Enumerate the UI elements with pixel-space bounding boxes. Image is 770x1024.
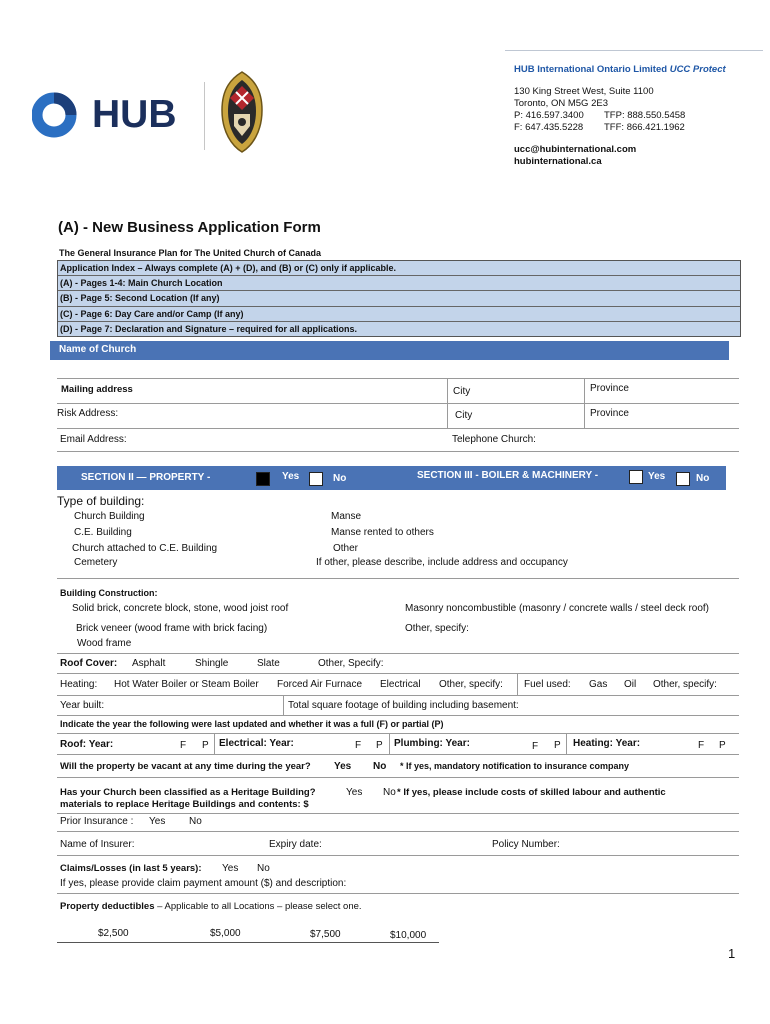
vacancy-yes[interactable]: Yes (334, 761, 352, 772)
vacancy-question: Will the property be vacant at any time during the year? (60, 761, 311, 772)
prior-insurance-label: Prior Insurance : (60, 816, 134, 827)
divider (283, 695, 284, 715)
roof-full[interactable]: F (180, 740, 187, 751)
roof-year-label: Roof: Year: (60, 739, 114, 750)
roof-asphalt[interactable]: Asphalt (132, 658, 166, 669)
index-row: (B) - Page 5: Second Location (If any) (58, 291, 740, 306)
option-solid-brick[interactable]: Solid brick, concrete block, stone, wood joist roof (72, 603, 289, 614)
option-church-building[interactable]: Church Building (74, 511, 145, 522)
mailing-address-label: Mailing address (61, 384, 133, 395)
address-line-1: 130 King Street West, Suite 1100 (514, 86, 654, 97)
company-name: HUB International Ontario Limited UCC Protect (514, 64, 726, 75)
divider (57, 813, 739, 814)
property-no-label: No (333, 473, 347, 484)
updates-heading: Indicate the year the following were last updated and whether it was a full (F) or partial (P) (60, 719, 444, 729)
heritage-question: Has your Church been classified as a Heritage Building? (60, 787, 316, 798)
email-link[interactable]: ucc@hubinternational.com (514, 144, 637, 155)
prior-insurance-yes[interactable]: Yes (149, 816, 166, 827)
expiry-date-label: Expiry date: (269, 839, 322, 850)
divider (57, 428, 739, 429)
heating-year-label: Heating: Year: (573, 738, 641, 749)
divider (57, 378, 739, 379)
heating-electrical[interactable]: Electrical (380, 679, 421, 690)
index-row: (D) - Page 7: Declaration and Signature – required for all applications. (58, 322, 740, 336)
roof-cover-label: Roof Cover: (60, 658, 118, 669)
option-construction-other[interactable]: Other, specify: (405, 623, 469, 634)
application-index (57, 260, 741, 337)
name-of-church-bar[interactable] (50, 341, 729, 360)
sections-bar (57, 466, 726, 490)
divider (566, 733, 567, 754)
logo-divider (204, 82, 205, 150)
heating-forced-air[interactable]: Forced Air Furnace (277, 679, 363, 690)
hub-logo-text: HUB (92, 93, 177, 136)
electrical-partial[interactable]: P (376, 740, 383, 751)
divider (57, 578, 739, 579)
plumbing-partial[interactable]: P (554, 740, 561, 751)
divider (57, 855, 739, 856)
divider (57, 893, 739, 894)
heating-other[interactable]: Other, specify: (439, 679, 503, 690)
divider (57, 695, 739, 696)
option-masonry[interactable]: Masonry noncombustible (masonry / concrete walls / steel deck roof) (405, 603, 710, 614)
electrical-year-label: Electrical: Year: (219, 738, 294, 749)
roof-slate[interactable]: Slate (257, 658, 280, 669)
plan-name: The General Insurance Plan for The United Church of Canada (59, 248, 322, 258)
plumbing-full[interactable]: F (532, 741, 539, 752)
property-yes-label: Yes (282, 471, 300, 482)
city-label: City (455, 410, 473, 421)
index-row: Application Index – Always complete (A) + (D), and (B) or (C) only if applicable. (58, 261, 740, 276)
boiler-yes-label: Yes (648, 471, 666, 482)
claims-no[interactable]: No (257, 863, 270, 874)
deductibles-line (60, 901, 362, 912)
website-link[interactable]: hubinternational.ca (514, 156, 602, 167)
divider (57, 831, 739, 832)
fuel-gas[interactable]: Gas (589, 679, 608, 690)
divider (57, 715, 739, 716)
square-footage-label: Total square footage of building including basement: (288, 700, 519, 711)
fuel-oil[interactable]: Oil (624, 679, 637, 690)
deductible-option-5000[interactable]: $5,000 (210, 928, 241, 939)
form-title: (A) - New Business Application Form (58, 219, 321, 236)
claims-note: If yes, please provide claim payment amount ($) and description: (60, 878, 347, 889)
page-number: 1 (728, 946, 736, 961)
policy-number-label: Policy Number: (492, 839, 560, 850)
phone-line: P: 416.597.3400 TFP: 888.550.5458 (514, 110, 686, 121)
deductibles-note: – Applicable to all Locations – please select one. (154, 901, 362, 912)
city-label: City (453, 386, 471, 397)
divider (57, 942, 439, 943)
boiler-yes-checkbox[interactable] (629, 470, 643, 484)
province-label: Province (590, 383, 629, 394)
heritage-yes[interactable]: Yes (346, 787, 363, 798)
construction-heading: Building Construction: (60, 588, 158, 598)
property-yes-checkbox[interactable] (256, 472, 270, 486)
deductible-option-10000[interactable]: $10,000 (390, 930, 427, 941)
email-address-label: Email Address: (60, 434, 127, 445)
year-built-label: Year built: (60, 700, 105, 711)
divider (57, 673, 739, 674)
deductible-option-2500[interactable]: $2,500 (98, 928, 129, 939)
property-section-label: SECTION II — PROPERTY - (81, 472, 211, 483)
roof-shingle[interactable]: Shingle (195, 658, 229, 669)
name-of-church-label: Name of Church (59, 344, 137, 355)
hub-logo (32, 90, 192, 140)
boiler-section-label: SECTION III - BOILER & MACHINERY - (417, 470, 599, 481)
fuel-other[interactable]: Other, specify: (653, 679, 717, 690)
heating-label: Heating: (60, 679, 98, 690)
heritage-note: * If yes, please include costs of skilled labour and authentic (397, 787, 666, 798)
divider (57, 777, 739, 778)
option-wood-frame[interactable]: Wood frame (77, 638, 132, 649)
option-manse[interactable]: Manse (331, 511, 362, 522)
index-row: (A) - Pages 1-4: Main Church Location (58, 276, 740, 291)
option-ce-building[interactable]: C.E. Building (74, 527, 132, 538)
united-church-crest-icon (216, 70, 268, 154)
roof-other[interactable]: Other, Specify: (318, 658, 384, 669)
deductibles-label: Property deductibles (60, 901, 155, 912)
option-cemetery[interactable]: Cemetery (74, 557, 118, 568)
divider (517, 673, 518, 695)
prior-insurance-no[interactable]: No (189, 816, 202, 827)
option-church-attached[interactable]: Church attached to C.E. Building (72, 543, 218, 554)
claims-yes[interactable]: Yes (222, 863, 239, 874)
deductible-option-7500[interactable]: $7,500 (310, 929, 341, 940)
claims-label: Claims/Losses (in last 5 years): (60, 863, 202, 874)
heritage-no[interactable]: No (383, 787, 396, 798)
header-rule (505, 50, 763, 51)
option-manse-rented[interactable]: Manse rented to others (331, 527, 434, 538)
fax-line: F: 647.435.5228 TFF: 866.421.1962 (514, 122, 685, 133)
divider (57, 733, 739, 734)
fuel-used-label: Fuel used: (524, 679, 571, 690)
divider (389, 733, 390, 754)
heating-hot-water[interactable]: Hot Water Boiler or Steam Boiler (114, 679, 259, 690)
vacancy-note: * If yes, mandatory notification to insurance company (400, 761, 630, 771)
heating-partial[interactable]: P (719, 740, 726, 751)
insurer-name-label: Name of Insurer: (60, 839, 135, 850)
telephone-label: Telephone Church: (452, 434, 536, 445)
option-brick-veneer[interactable]: Brick veneer (wood frame with brick facing) (76, 623, 268, 634)
electrical-full[interactable]: F (355, 740, 362, 751)
province-label: Province (590, 408, 629, 419)
contact-block (514, 64, 726, 168)
plumbing-year-label: Plumbing: Year: (394, 738, 470, 749)
heritage-replacement-line[interactable]: materials to replace Heritage Buildings and contents: $ (60, 799, 309, 810)
option-other[interactable]: Other (333, 543, 359, 554)
other-describe-note: If other, please describe, include address and occupancy (316, 557, 568, 568)
risk-address-label: Risk Address: (57, 408, 119, 419)
boiler-no-checkbox[interactable] (676, 472, 690, 486)
type-of-building-heading: Type of building: (57, 494, 145, 508)
divider (214, 733, 215, 754)
roof-partial[interactable]: P (202, 740, 209, 751)
divider (57, 403, 739, 404)
divider (57, 451, 739, 452)
heating-full[interactable]: F (698, 740, 705, 751)
vacancy-no[interactable]: No (373, 761, 387, 772)
divider (57, 754, 739, 755)
divider (57, 653, 739, 654)
address-line-2: Toronto, ON M5G 2E3 (514, 98, 608, 109)
boiler-no-label: No (696, 473, 710, 484)
index-row: (C) - Page 6: Day Care and/or Camp (If any) (58, 307, 740, 322)
property-no-checkbox[interactable] (309, 472, 323, 486)
